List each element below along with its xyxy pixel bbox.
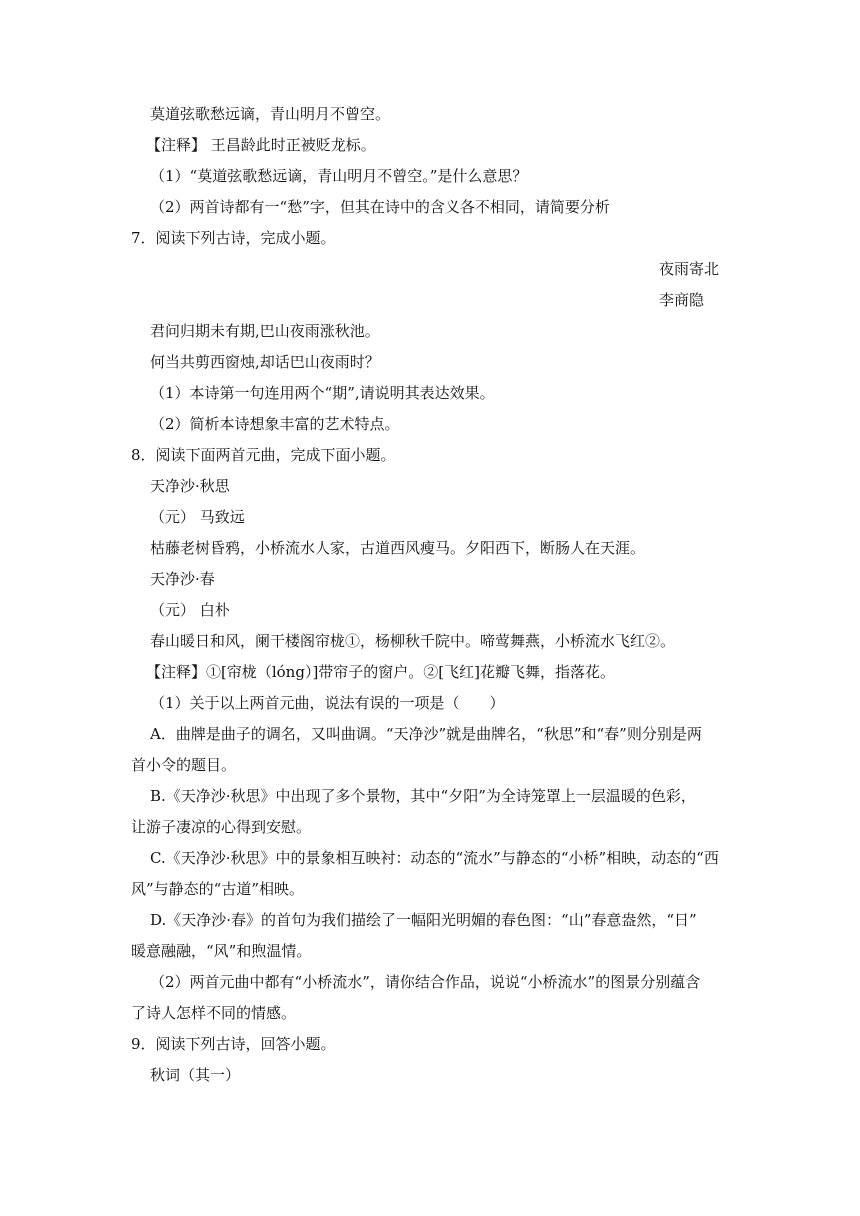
q8-option-d-line2: 暖意融融，“风”和煦温情。 xyxy=(131,942,312,960)
q6-sub2: （2）两首诗都有一“愁”字，但其在诗中的含义各不相同，请简要分析 xyxy=(150,198,610,216)
q7-verse-2: 何当共剪西窗烛,却话巴山夜雨时？ xyxy=(150,353,380,371)
q8-option-b-line2: 让游子凄凉的心得到安慰。 xyxy=(131,818,312,836)
q8-option-a-line1: A．曲牌是曲子的调名，又叫曲调。“天净沙”就是曲牌名，“秋思”和“春”则分别是两 xyxy=(150,725,702,743)
q8-sub2-line2: 了诗人怎样不同的情感。 xyxy=(131,1004,297,1022)
q7-poem-title: 夜雨寄北 xyxy=(659,260,720,278)
q7-sub1: （1）本诗第一句连用两个“期”,请说明其表达效果。 xyxy=(150,384,495,402)
q8-poem1-title: 天净沙·秋思 xyxy=(150,477,230,495)
q8-option-c-line2: 风”与静态的“古道”相映。 xyxy=(131,880,305,898)
q8-stem: 8．阅读下面两首元曲，完成下面小题。 xyxy=(131,446,396,464)
q8-poem2-author: （元） 白朴 xyxy=(150,601,230,619)
q7-sub2: （2）简析本诗想象丰富的艺术特点。 xyxy=(150,415,400,433)
q8-sub2-line1: （2）两首元曲中都有“小桥流水”，请你结合作品，说说“小桥流水”的图景分别蕴含 xyxy=(150,973,701,991)
q7-verse-1: 君问归期未有期,巴山夜雨涨秋池。 xyxy=(150,322,380,340)
q6-verse-last: 莫道弦歌愁远谪，青山明月不曾空。 xyxy=(150,105,391,123)
q9-poem-title: 秋词（其一） xyxy=(150,1066,241,1084)
q8-option-b-line1: B.《天净沙·秋思》中出现了多个景物，其中“夕阳”为全诗笼罩上一层温暖的色彩， xyxy=(150,787,696,805)
q6-sub1: （1）“莫道弦歌愁远谪，青山明月不曾空。”是什么意思？ xyxy=(150,167,528,185)
q7-poem-author: 李商隐 xyxy=(659,291,705,309)
q8-poem2-text: 春山暖日和风，阑干楼阁帘栊①，杨柳秋千院中。啼莺舞燕，小桥流水飞红②。 xyxy=(150,632,676,650)
q8-sub1: （1）关于以上两首元曲，说法有误的一项是（ ） xyxy=(150,694,505,712)
q7-stem: 7．阅读下列古诗，完成小题。 xyxy=(131,229,336,247)
q8-option-c-line1: C.《天净沙·秋思》中的景象相互映衬：动态的“流水”与静态的“小桥”相映，动态的“西 xyxy=(150,849,719,867)
q8-option-a-line2: 首小令的题目。 xyxy=(131,756,237,774)
q8-poem2-title: 天净沙·春 xyxy=(150,570,215,588)
q8-note: 【注释】①[帘栊（lóng）]带帘子的窗户。②[飞红]花瓣飞舞，指落花。 xyxy=(146,663,616,681)
q9-stem: 9．阅读下列古诗，回答小题。 xyxy=(131,1035,336,1053)
q8-poem1-author: （元） 马致远 xyxy=(150,508,245,526)
q8-option-d-line1: D.《天净沙·春》的首句为我们描绘了一幅阳光明媚的春色图：“山”春意盎然，“日” xyxy=(150,911,697,929)
q8-poem1-text: 枯藤老树昏鸦，小桥流水人家，古道西风瘦马。夕阳西下，断肠人在天涯。 xyxy=(150,539,646,557)
q6-note: 【注释】 王昌龄此时正被贬龙标。 xyxy=(146,136,376,154)
